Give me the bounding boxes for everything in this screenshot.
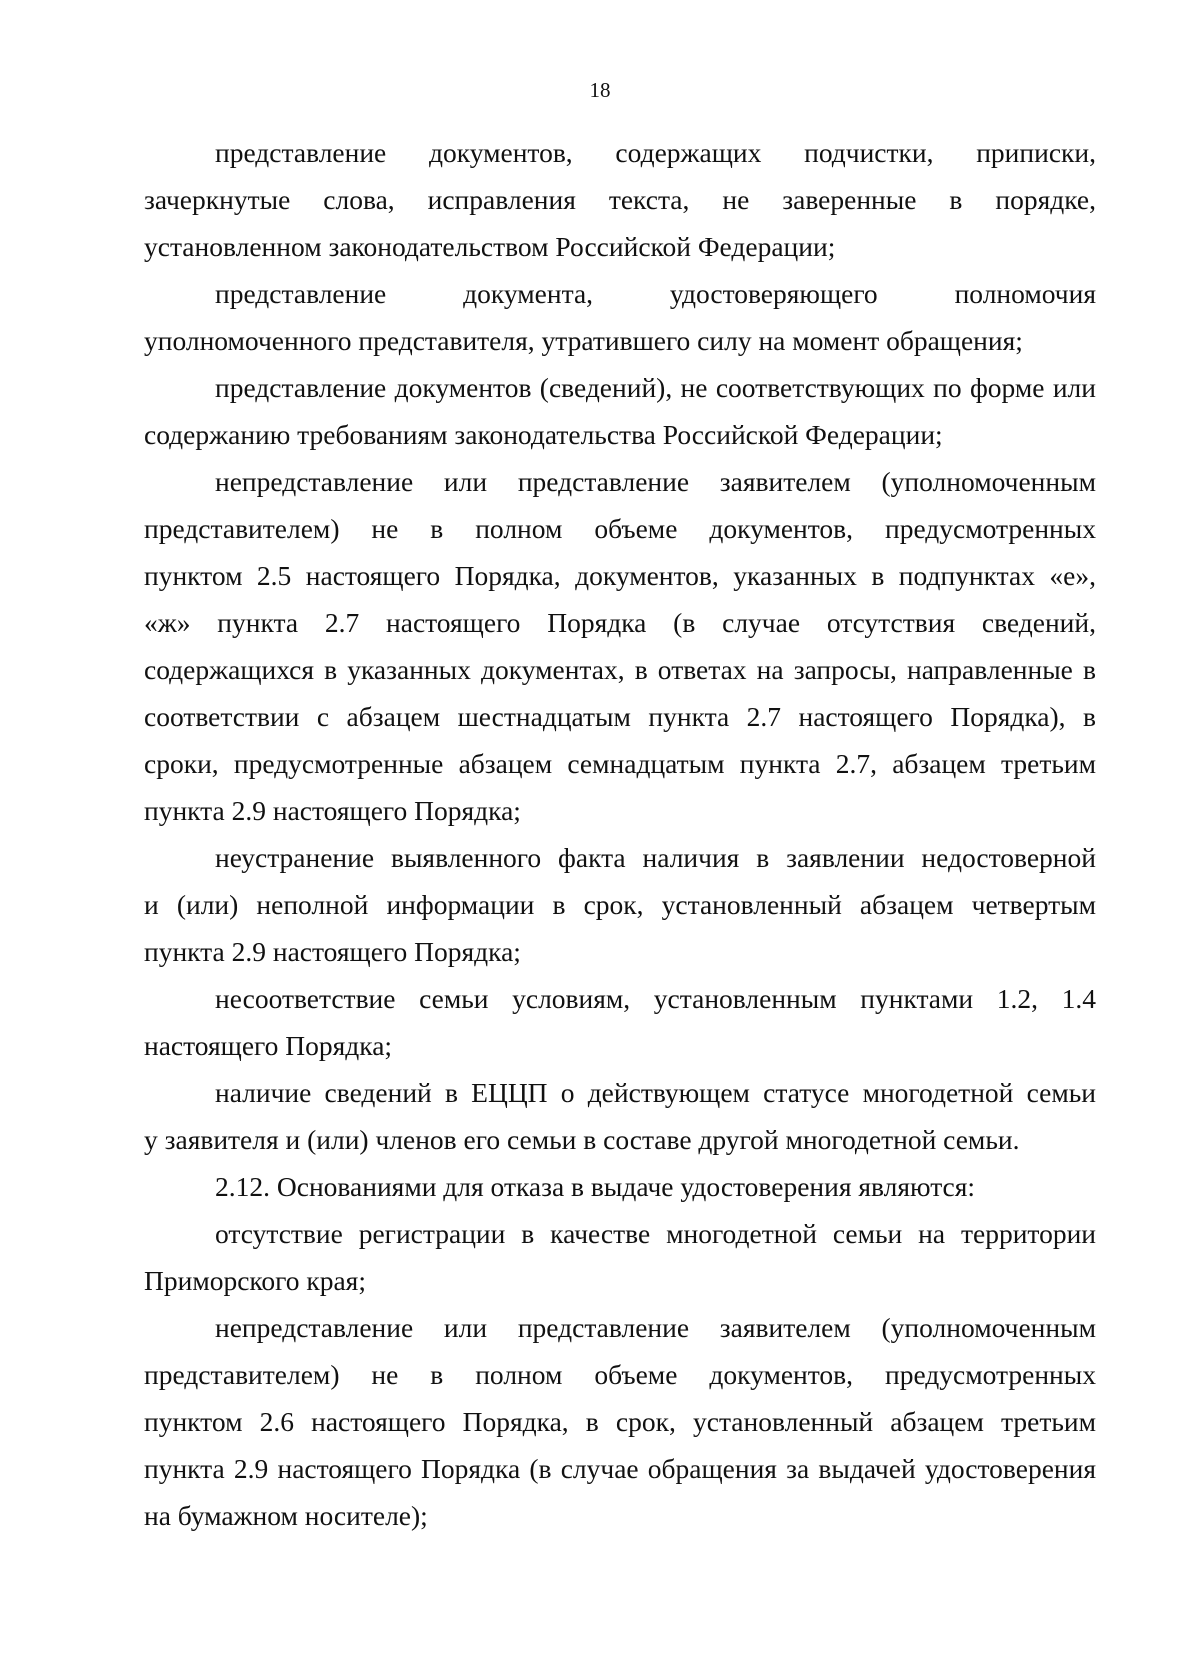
text-line: пункта 2.9 настоящего Порядка (в случае обращения за выдачей удостоверения (144, 1453, 1096, 1484)
text-line: несоответствие семьи условиям, установленным пунктами 1.2, 1.4 (215, 983, 1096, 1014)
text-line: представителем) не в полном объеме документов, предусмотренных (144, 1359, 1096, 1390)
text-line: соответствии с абзацем шестнадцатым пункта 2.7 настоящего Порядка), в (144, 701, 1096, 732)
text-line: представление документов (сведений), не соответствующих по форме или (215, 372, 1096, 403)
section-heading-line: 2.12. Основаниями для отказа в выдаче удостоверения являются: (215, 1171, 976, 1202)
text-line: неустранение выявленного факта наличия в заявлении недостоверной (215, 842, 1096, 873)
text-line: пункта 2.9 настоящего Порядка; (144, 936, 521, 967)
text-line: непредставление или представление заявителем (уполномоченным (215, 1312, 1096, 1343)
text-line: отсутствие регистрации в качестве многодетной семьи на территории (215, 1218, 1096, 1249)
document-body (144, 129, 1096, 1539)
text-line: «ж» пункта 2.7 настоящего Порядка (в случае отсутствия сведений, (144, 607, 1096, 638)
paragraph-certificate-documents (144, 1304, 1096, 1539)
paragraph-existing-status (144, 1069, 1096, 1163)
text-line: Приморского края; (144, 1265, 366, 1296)
text-line: установленном законодательством Российской Федерации; (144, 231, 836, 262)
text-line: пункта 2.9 настоящего Порядка; (144, 795, 521, 826)
text-line: на бумажном носителе); (144, 1500, 428, 1531)
text-line: наличие сведений в ЕЦЦП о действующем статусе многодетной семьи (215, 1077, 1096, 1108)
paragraph-incomplete-documents (144, 458, 1096, 834)
text-line: представителем) не в полном объеме документов, предусмотренных (144, 513, 1096, 544)
text-line: настоящего Порядка; (144, 1030, 393, 1061)
paragraph-expired-authority (144, 270, 1096, 364)
text-line: представление документа, удостоверяющего полномочия (215, 278, 1096, 309)
paragraph-unremedied-information (144, 834, 1096, 975)
paragraph-nonconforming-documents (144, 364, 1096, 458)
paragraph-section-2-12 (144, 1163, 1096, 1210)
text-line: содержанию требованиям законодательства Российской Федерации; (144, 419, 943, 450)
text-line: представление документов, содержащих подчистки, приписки, (215, 137, 1096, 168)
text-line: у заявителя и (или) членов его семьи в составе другой многодетной семьи. (144, 1124, 1020, 1155)
paragraph-corrections (144, 129, 1096, 270)
text-line: непредставление или представление заявителем (уполномоченным (215, 466, 1096, 497)
text-line: сроки, предусмотренные абзацем семнадцатым пункта 2.7, абзацем третьим (144, 748, 1096, 779)
text-line: уполномоченного представителя, утратившего силу на момент обращения; (144, 325, 1023, 356)
text-line: пунктом 2.5 настоящего Порядка, документов, указанных в подпунктах «е», (144, 560, 1096, 591)
page-number: 18 (589, 78, 611, 102)
text-line: пунктом 2.6 настоящего Порядка, в срок, установленный абзацем третьим (144, 1406, 1096, 1437)
text-line: содержащихся в указанных документах, в ответах на запросы, направленные в (144, 654, 1096, 685)
paragraph-no-registration (144, 1210, 1096, 1304)
text-line: зачеркнутые слова, исправления текста, не заверенные в порядке, (144, 184, 1096, 215)
text-line: и (или) неполной информации в срок, установленный абзацем четвертым (144, 889, 1096, 920)
paragraph-family-conditions (144, 975, 1096, 1069)
